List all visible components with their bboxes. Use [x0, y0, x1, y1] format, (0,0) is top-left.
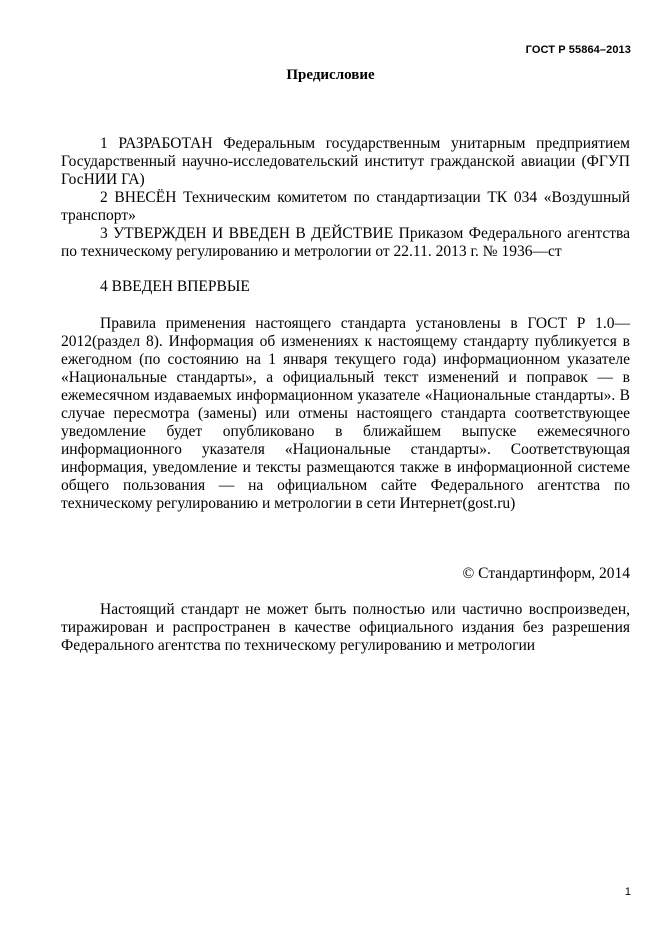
- notice-block: [61, 601, 630, 655]
- standard-code-header: ГОСТ Р 55864–2013: [525, 44, 631, 56]
- item-first-introduced-block: [61, 278, 630, 296]
- reproduction-notice: Настоящий стандарт не может быть полностью или частично воспроизведен, тиражирован и распространен в качестве официального издания без разрешения Федерального агентства по техническому регулированию и метрологии: [61, 601, 630, 654]
- item-first-introduced: 4 ВВЕДЕН ВПЕРВЫЕ: [100, 278, 250, 295]
- page-number: 1: [624, 886, 631, 898]
- copyright: © Стандартинформ, 2014: [462, 565, 630, 582]
- item-developed: 1 РАЗРАБОТАН Федеральным государственным унитарным предприятием Государственный научно-исследовательский институт гражданской авиации (ФГУП ГосНИИ ГА): [61, 135, 630, 188]
- item-introduced-by: 2 ВНЕСЁН Техническим комитетом по стандартизации ТК 034 «Воздушный транспорт»: [61, 189, 630, 224]
- foreword-items: [61, 135, 630, 261]
- rules-paragraph: Правила применения настоящего стандарта установлены в ГОСТ Р 1.0—2012(раздел 8). Информация об изменениях к настоящему стандарту публикуется в ежегодном (по состоянию на 1 января текущего года) информационном указателе «Национальные стандарты», а официальный текст изменений и поправок — в ежемесячном издаваемых информационном указателе «Национальные стандарты». В случае пересмотра (замены) или отмены настоящего стандарта соответствующее уведомление будет опубликовано в ближайшем выпуске ежемесячного информационного указателя «Национальные стандарты». Соответствующая информация, уведомление и тексты размещаются также в информационной системе общего пользования — на официальном сайте Федерального агентства по техническому регулированию и метрологии в сети Интернет(gost.ru): [61, 315, 630, 512]
- rules-block: [61, 315, 630, 513]
- item-approved: 3 УТВЕРЖДЕН И ВВЕДЕН В ДЕЙСТВИЕ Приказом Федерального агентства по техническому регулированию и метрологии от 22.11. 2013 г. № 1936—ст: [61, 225, 630, 260]
- page-title: Предисловие: [286, 67, 375, 83]
